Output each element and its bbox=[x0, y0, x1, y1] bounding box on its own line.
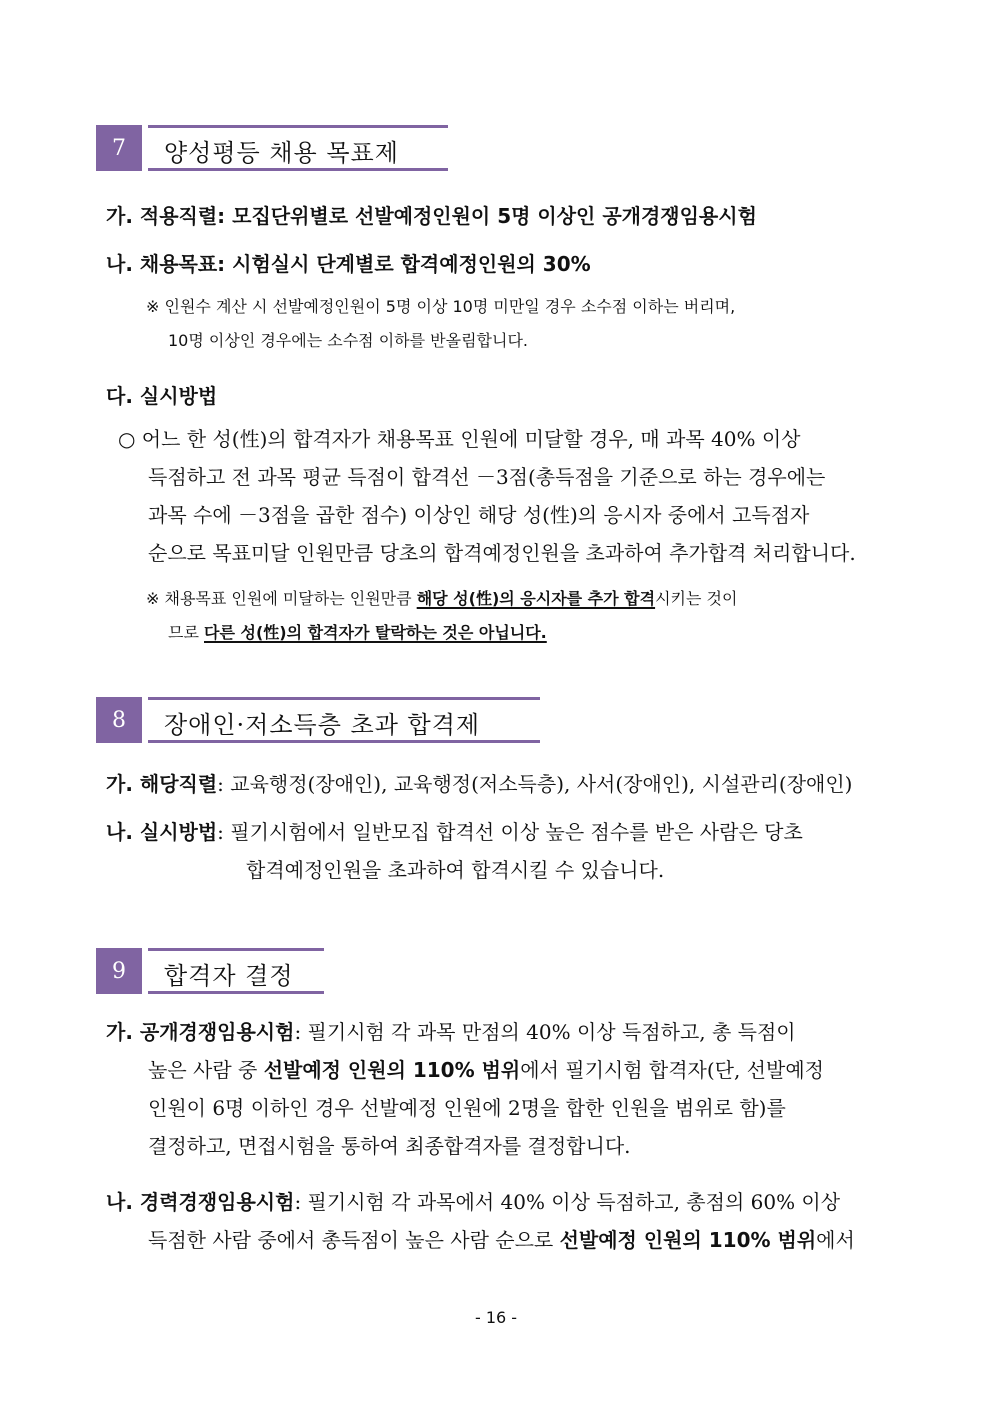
method-paragraph: ○ 어느 한 성(性)의 합격자가 채용목표 인원에 미달할 경우, 매 과목 40% 이상 득점하고 전 과목 평균 득점이 합격선 －3점(총득점을 기준으로 하는 경우에는 과목 수에 －3점을 곱한 점수) 이상인 해당 성(性)의 응시자 중에서 고득점자 순으로 목표미달 인원만큼 당초의 합격예정인원을 초과하여 추가합격 처리합니다. bbox=[118, 427, 856, 565]
target-grades-line: 가. 해당직렬: 교육행정(장애인), 교육행정(저소득층), 사서(장애인), 시설관리(장애인) bbox=[106, 772, 853, 796]
item-na-line: 나. 채용목표: 시험실시 단계별로 합격예정인원의 30% bbox=[106, 252, 591, 276]
career-exam-paragraph: 나. 경력경쟁임용시험: 필기시험 각 과목에서 40% 이상 득점하고, 총점의 60% 이상 득점한 사람 중에서 총득점이 높은 사람 순으로 선발예정 인원의 110% 범위에서 bbox=[106, 1190, 855, 1252]
section-title: 장애인·저소득층 초과 합격제 bbox=[164, 711, 481, 739]
section-title: 합격자 결정 bbox=[164, 962, 294, 990]
item-ga-line: 가. 적용직렬: 모집단위별로 선발예정인원이 5명 이상인 공개경쟁임용시험 bbox=[106, 204, 757, 228]
open-exam-paragraph: 가. 공개경쟁임용시험: 필기시험 각 과목 만점의 40% 이상 득점하고, 총 득점이 높은 사람 중 선발예정 인원의 110% 범위에서 필기시험 합격자(단, 선발예정 인원이 6명 이하인 경우 선발예정 인원에 2명을 합한 인원을 범위로 함)를 결정하고, 면접시험을 통하여 최종합격자를 결정합니다. bbox=[106, 1020, 824, 1158]
section-number: 9 bbox=[96, 948, 142, 994]
note-2: ※ 채용목표 인원에 미달하는 인원만큼 해당 성(性)의 응시자를 추가 합격시키는 것이 므로 다른 성(性)의 합격자가 탈락하는 것은 아닙니다. bbox=[146, 589, 738, 642]
note-1: ※ 인원수 계산 시 선발예정인원이 5명 이상 10명 미만일 경우 소수점 이하는 버리며, 10명 이상인 경우에는 소수점 이하를 반올림합니다. bbox=[146, 297, 736, 350]
section-number: 7 bbox=[96, 125, 142, 171]
page-number: - 16 - bbox=[474, 1308, 518, 1327]
section-title: 양성평등 채용 목표제 bbox=[164, 139, 399, 167]
item-da-heading: 다. 실시방법 bbox=[106, 384, 218, 408]
section-number: 8 bbox=[96, 697, 142, 743]
implementation-line: 나. 실시방법: 필기시험에서 일반모집 합격선 이상 높은 점수를 받은 사람은 당초 합격예정인원을 초과하여 합격시킬 수 있습니다. bbox=[106, 820, 803, 882]
